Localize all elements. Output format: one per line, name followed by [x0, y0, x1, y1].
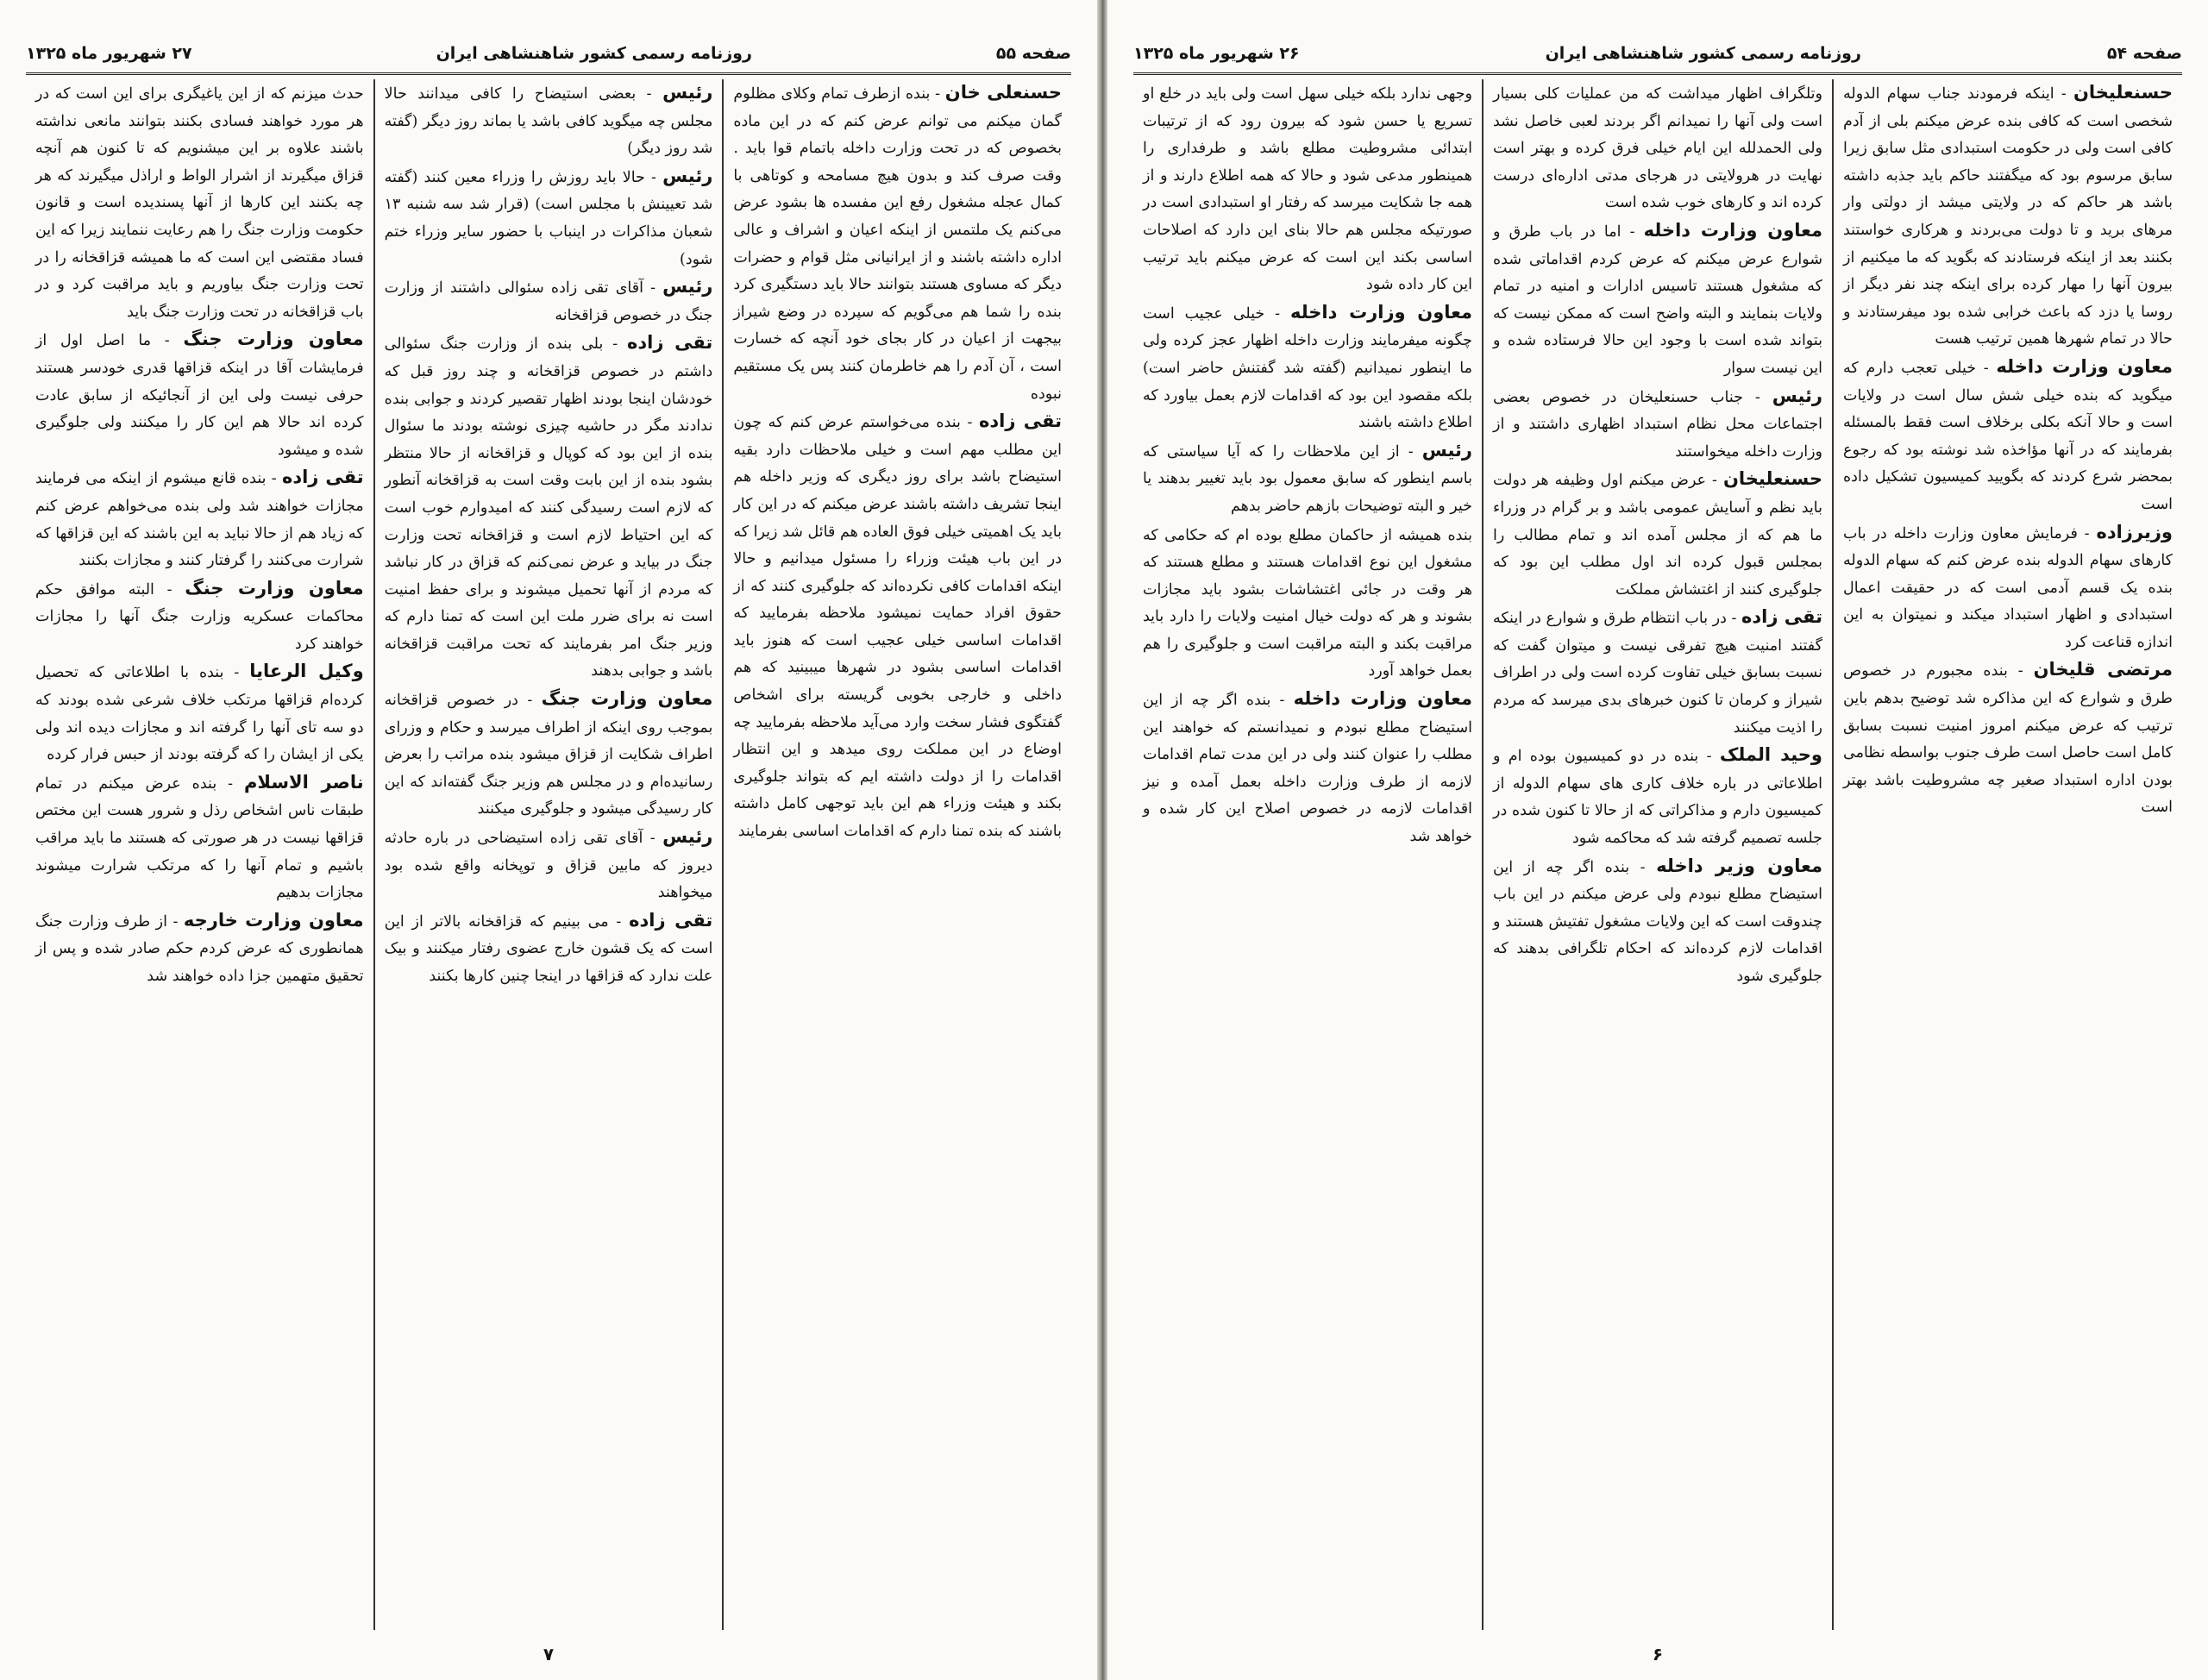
- speech-text: - از طرف وزارت جنگ همانطوری که عرض کردم حکم صادر شده و پس از تحقیق متهمین جزا داده خواهند شد: [34, 912, 364, 985]
- speech-text: - بنده قانع میشوم از اینکه می فرمایند مجازات خواهند شد ولی بنده می‌خواهم عرض کنم که زیاد هم از حالا نباید به این باشند که این قزاقها که شرارت می‌کنند را گرفتار کنند و مجازات بکنند: [34, 470, 364, 570]
- speech-text: - بنده اگر چه از این استیضاح مطلع نبودم ولی عرض میکنم در این باب چندوقت است که این ولایات مشغول تفتیش هستند و اقدامات لازم کرده‌اند که احکام تلگرافی بدهند که جلوگیری شود: [1493, 858, 1822, 985]
- speaker-name: حسنعلی خان: [944, 82, 1062, 103]
- speech-text: - ما اصل اول از فرمایشات آقا در اینکه قزاقها قدری خودسر هستند حرفی نیست ولی این از آنجائیکه از سابق عادت کرده اند حالا هم این کار را میکنند ولی جلوگیری شده و میشود: [34, 332, 364, 459]
- speaker-name: معاون وزارت جنگ: [183, 329, 364, 350]
- speaker-name: معاون وزیر داخله: [1656, 855, 1822, 876]
- speech-entry: [1143, 79, 1472, 299]
- speaker-name: رئیس: [1421, 439, 1472, 461]
- speech-entry: [35, 658, 364, 768]
- speech-entry: [1493, 79, 1822, 217]
- speech-text: - آقای تقی زاده سئوالی داشتند از وزارت جنگ در خصوص قزاقخانه: [384, 279, 713, 324]
- speech-text: - از این ملاحظات را که آیا سیاستی که باسم اینطور که سابق معمول بود باید تغییر بدهند یا خیر و البته توضیحات بازهم حاضر بدهم: [1143, 442, 1472, 515]
- speaker-name: وزیرزاده: [2096, 521, 2173, 542]
- newspaper-title: روزنامه رسمی کشور شاهنشاهی ایران: [1545, 44, 1861, 63]
- speech-entry: [1143, 437, 1472, 521]
- speech-entry: [385, 163, 713, 273]
- speaker-name: وحید الملک: [1719, 744, 1822, 766]
- speech-entry: [1493, 853, 1822, 991]
- speech-entry: [1493, 604, 1822, 742]
- speaker-name: حسنعلیخان: [1722, 468, 1822, 490]
- speech-text: - بلی بنده از وزارت جنگ سئوالی داشتم در خصوص قزاقخانه و چند روز قبل که خودشان اینجا بودند اظهار تقصیر کردند و جوابی بنده ندادند مگر در حاشیه چیزی نوشته بودند ما سئوال بنده از این بود که کوپال و قزاقخانه از حالا منتظر بشود بنده از این بابت وقت است به قزاقخانه آنطور که لازم است رسیدگی کنند که امیدوارم خوب است که این احتیاط لازم است و قزاقخانه تحت وزارت جنگ در بیاید و عرض نمی‌کنم که قزاق در کار نباشد که مردم از آنها تحمیل میشوند و برای حفظ امنیت است نه برای ضرر ملت این است که تمنا دارم که وزیر جنگ امر بفرمایند که تحت مراقبت قزاقخانه باشد و جوابی بدهند: [384, 335, 713, 680]
- speech-entry: [35, 907, 364, 991]
- speech-entry: [1143, 299, 1472, 437]
- speech-entry: [1493, 466, 1822, 604]
- newspaper-title: روزنامه رسمی کشور شاهنشاهی ایران: [436, 44, 752, 63]
- speech-entry: [35, 326, 364, 464]
- speaker-name: معاون وزارت داخله: [1643, 219, 1822, 241]
- speech-text: - اینکه فرمودند جناب سهام الدوله شخصی است که کافی بنده عرض میکنم بلی از آدم کافی است ولی در حکومت استبدادی مثل سابق زیرا سابق مرسوم بود که میگفتند حاکم باید جذبه داشته باشد هر حاکم که در ولایتی میشد از دولتی وار مرهای برید و تا دولت می‌بردند و هرکاری خواستند بکنند بعد از اینکه فرستادند که بگوید که ما میکنیم از بیرون آنها را مهار کرده برای اینکه چند نفر دیگر از روسا یا دزد که باعث خرابی شده بود میفرستادند و حالا در تمام شهرها همین ترتیب هست: [1843, 85, 2173, 348]
- speech-text: - بنده ازطرف تمام وکلای مظلوم گمان میکنم می توانم عرض کنم که در این ماده بخصوص که در تحت وزارت داخله باتمام قوا باید . وقت صرف کند و بدون هیچ مسامحه و کوتاهی با کمال عجله مشغول رفع این مفسده ها بشود عرض می‌کنم یک ملتمس از اینکه اعیان و اشراف و عالی اداره داشته باشند و از ایرانیانی مثل قوام و حضرات دیگر که مساوی هستند بتوانند حالا باید دستگیری کرد بنده را شما هم می‌گویم که سپرده در وضع شیراز بیجهت از اعیان در کار بجای خود آنچه که خسارت است ، آن آدم را هم خاطرمان کنند پس یک مستقیم نبوده: [733, 85, 1062, 403]
- speech-entry: [35, 79, 364, 326]
- speaker-name: مرتضی قلیخان: [2033, 659, 2173, 680]
- speaker-name: رئیس: [662, 826, 713, 848]
- speech-text: حدث میزنم که از این یاغیگری برای این است که در هر مورد خواهند فسادی بکنند بتوانند مانعی نداشته باشند علاوه بر این میشنویم که تا کنون هم آنچه قزاق میگیرند از اشرار الواط و اراذل میگیرند که هر چه بکنند این کارها از آنها پسندیده است و قانون حکومت وزارت جنگ را هم رعایت ننمایند زیرا که این فساد مقتضی این است که ما همیشه قزاقخانه را در تحت وزارت جنگ بیاوریم و باید مراقبت کرد و در باب قزاقخانه در تحت وزارت جنگ باید: [34, 85, 364, 321]
- speech-entry: [385, 907, 713, 991]
- speech-entry: [385, 686, 713, 824]
- speaker-name: معاون وزارت داخله: [1293, 688, 1472, 710]
- speech-text: - در باب انتظام طرق و شوارع در اینکه گفتند امنیت هیچ تفرقی نیست و میتوان گفت که نسبت بسابق خیلی تفاوت کرده است ولی در اطراف شیراز و کرمان تا کنون خبرهای بدی میرسد که مردم را اذیت میکنند: [1493, 610, 1822, 737]
- speaker-name: ناصر الاسلام: [244, 771, 364, 793]
- text-column: [1484, 79, 1832, 1630]
- speech-entry: [1493, 217, 1822, 383]
- speaker-name: رئیس: [662, 82, 713, 103]
- speech-entry: [35, 464, 364, 574]
- page-left: [0, 0, 1097, 1680]
- speech-entry: [385, 329, 713, 686]
- speech-entry: [385, 824, 713, 907]
- speaker-name: تقی زاده: [1741, 606, 1822, 628]
- speech-text: - بنده می‌خواستم عرض کنم که چون این مطلب مهم است و خیلی ملاحظات دارد بقیه استیضاح باشد برای روز دیگری که وزیر داخله هم اینجا تشریف داشته باشند عرض میکنم که در این کار باید یک اهمیتی خیلی فوق العاده هم قائل شد زیرا که در این باب هیئت وزراء را مسئول میدانیم و حالا اینکه اقدامات کافی نکرده‌اند که جلوگیری کنند که از حقوق افراد حمایت نمیشود ملاحظه بفرمایید که اقدامات اساسی خیلی عجیب است که هنوز باید اقدامات اساسی بشود در شهرها میبینید که هم داخلی و خارجی بخوبی گریسته برای اشخاص گفتگوی فشار سخت وارد می‌آید ملاحظه بفرمایید چه اوضاع در این مملکت روی میدهد و این انتظار اقدامات را از دولت داشته ایم که بتواند جلوگیری بکند و هیئت وزراء هم این باید توجهی کامل داشته باشند که بنده تمنا دارم که اقدامات اساسی بفرمایند: [733, 414, 1062, 841]
- speaker-name: تقی زاده: [281, 467, 364, 488]
- speech-entry: [1143, 521, 1472, 686]
- speech-text: - بنده در دو کمیسیون بوده ام و اطلاعاتی در باره خلاف کاری های سهام الدوله از کمیسیون دارم و مذاکراتی که از حالا تا کنون شده در جلسه تصمیم گرفته شد که محاکمه شود: [1493, 748, 1822, 848]
- text-column: [724, 79, 1071, 1630]
- page-number-label: صفحه ۵۴: [2106, 44, 2182, 63]
- issue-date: ۲۶ شهریور ماه ۱۳۲۵: [1133, 44, 1300, 63]
- text-column: [1133, 79, 1482, 1630]
- speech-entry: [1843, 656, 2173, 822]
- speech-entry: [1143, 686, 1472, 851]
- speech-entry: [35, 575, 364, 659]
- column-group: [26, 79, 1071, 1630]
- speech-text: وتلگراف اظهار میداشت که من عملیات کلی بسیار است ولی آنها را نمیدانم اگر بردند لعبی خاصل نشد ولی الحمدلله این ایام خیلی فرق کرده و بهتر است نهایت در هرولایتی در هرجای مدتی اداره‌ای درست کرده اند و کارهای خوب شده است: [1493, 85, 1822, 212]
- speech-text: - بنده اگر چه از این استیضاح مطلع نبودم و نمیدانستم که خواهند این مطلب را عنوان کنند ولی در این مدت تمام اقدامات لازمه از طرف وزارت داخله بعمل آمده و نیز اقدامات لازمه در خصوص اصلاح این کار شده و خواهد شد: [1143, 692, 1472, 846]
- speech-entry: [1493, 742, 1822, 852]
- speech-text: بنده همیشه از حاکمان مطلع بوده ام که حکامی که مشغول این نوع اقدامات هستند و مطلع هستند که هر وقت در جائی اغتشاشات بشود باید مجازات بشوند و هر که دولت خیال امنیت ولایات را دارد باید مراقبت بکند و البته مراقبت است و جلوگیری را هم بعمل خواهد آورد: [1143, 526, 1472, 680]
- speech-entry: [1843, 519, 2173, 657]
- page-header: [1133, 34, 2182, 75]
- speaker-name: رئیس: [1772, 385, 1822, 406]
- speech-text: - فرمایش معاون وزارت داخله در باب کارهای سهام الدوله بنده عرض کنم که سهام الدوله بنده یک قسم آدمی است که در حقیقت اعمال استبدادی و اظهار استبداد میکند و نمیتوان به این اندازه قناعت کرد: [1843, 524, 2173, 651]
- speech-entry: [385, 79, 713, 163]
- speech-text: - خیلی تعجب دارم که میگوید که بنده خیلی شش سال است در ولایات است و حالا آنکه بکلی برخلاف است فقط بالمسئله بفرمایند که در آنها مؤاخذه شد نوشته بود که رجوع بمحضر شرع کردند که بگویید کمیسیون تشکیل داده است: [1843, 359, 2173, 513]
- speech-entry: [35, 769, 364, 907]
- speech-text: - بنده با اطلاعاتی که تحصیل کرده‌ام قزاقها مرتکب خلاف شرعی شده بودند که دو سه تای آنها را گرفته اند و مجازات دیده اند ولی یکی از ایشان را که گرفته بودند از حبس فرار کرده: [34, 664, 364, 764]
- text-column: [1834, 79, 2182, 1630]
- page-header: [26, 34, 1071, 75]
- text-column: [26, 79, 373, 1630]
- speaker-name: معاون وزارت داخله: [1289, 301, 1472, 323]
- speaker-name: وکیل الرعایا: [249, 661, 364, 682]
- speech-entry: [385, 273, 713, 329]
- speaker-name: حسنعلیخان: [2073, 82, 2173, 103]
- speech-text: - بعضی استیضاح را کافی میدانند حالا مجلس چه میگوید کافی باشد یا بماند روز دیگر (گفته شد روز دیگر): [384, 85, 713, 158]
- speaker-name: رئیس: [662, 276, 713, 298]
- speaker-name: تقی زاده: [626, 332, 713, 354]
- speech-text: - بنده عرض میکنم در تمام طبقات ناس اشخاص رذل و شرور هست این مختص قزاقها نیست در هر صورتی که هستند ما باید مراقب باشیم و تمام آنها را که مرتکب شرارت میشوند مجازات بدهیم: [34, 774, 364, 902]
- speech-entry: [1843, 354, 2173, 519]
- speech-text: - بنده مجبورم در خصوص طرق و شوارع که این مذاکره شد توضیح بدهم باین ترتیب که عرض میکنم امروز امنیت نسبت بسابق کامل است حاصل است طرف جنوب بواسطه نظامی بودن اداره استبداد صغیر چه مشروطیت باشد بهتر است: [1843, 662, 2173, 817]
- book-gutter: [1097, 0, 1107, 1680]
- speech-text: - آقای تقی زاده استیضاحی در باره حادثه دیروز که مابین قزاق و توپخانه واقع شده بود میخواهند: [384, 830, 713, 902]
- speech-text: - در خصوص قزاقخانه بموجب روی اینکه از اطراف میرسد و حکام و وزرای اطراف شکایت از قزاق میشود بنده مراتب را بعرض رسانیده‌ام و در مجلس هم وزیر جنگ گفته‌اند که این کار رسیدگی میشود و جلوگیری میکنند: [384, 692, 713, 818]
- speaker-name: معاون وزارت داخله: [1996, 355, 2173, 377]
- speech-text: - می بینیم که قزاقخانه بالاتر از این است که یک قشون خارج عضوی رفتار میکنند و بیک علت ندارد که قزاقها در اینجا چنین کارها بکنند: [384, 912, 713, 985]
- speech-entry: [1493, 383, 1822, 467]
- page-right: [1107, 0, 2208, 1680]
- speaker-name: تقی زاده: [629, 909, 713, 931]
- speaker-name: تقی زاده: [978, 411, 1062, 432]
- speech-text: - اما در باب طرق و شوارع عرض میکنم که عرض کردم اقداماتی شده که مشغول هستند تاسیس ادارات و امنیه در تمام ولایات بنمایند و البته واضح است که ممکن نیست که بتواند شده است با وجود این حالا فرستاده شده و این نیست سوار: [1493, 223, 1822, 377]
- speech-text: - حالا باید روزش را وزراء معین کنند (گفته شد تعیینش با مجلس است) (قرار شد سه شنبه ۱۳ شعبان مذاکرات در اینباب با حضور سایر وزراء ختم شود): [384, 168, 713, 268]
- column-group: [1133, 79, 2182, 1630]
- issue-date: ۲۷ شهریور ماه ۱۳۲۵: [26, 44, 192, 63]
- speech-entry: [733, 408, 1062, 846]
- speech-entry: [1843, 79, 2173, 354]
- speaker-name: معاون وزارت جنگ: [541, 688, 713, 710]
- page-folio-number: ۷: [543, 1644, 555, 1664]
- page-folio-number: ۶: [1652, 1644, 1664, 1664]
- text-column: [375, 79, 723, 1630]
- speaker-name: رئیس: [662, 165, 713, 186]
- speaker-name: معاون وزارت جنگ: [185, 577, 364, 599]
- speech-text: - البته موافق حکم محاکمات عسکریه وزارت جنگ آنها را مجازات خواهند کرد: [34, 580, 364, 653]
- speaker-name: معاون وزارت خارجه: [183, 909, 364, 931]
- speech-entry: [733, 79, 1062, 408]
- speech-text: - خیلی عجیب است چگونه میفرمایند وزارت داخله اظهار عجز کرده ولی ما اینطور نمیدانیم (گفته شد گفتنش حاضر است) بلکه مقصود این بود که اقدامات لازم بعمل بیاورد که اطلاع داشته باشند: [1143, 304, 1472, 432]
- page-number-label: صفحه ۵۵: [995, 44, 1071, 63]
- speech-text: وجهی ندارد بلکه خیلی سهل است ولی باید در خلع او تسریع یا حسن شود که بیرون رود که از ترتیبات ابتدائی مشروطیت مطلع باشد و طرفداری را همینطور مدعی شود و حالا که همه اطلاع دارند و از همه جا شکایت میرسد که رفتار او استبدادی است در صورتیکه مجلس هم حالا بنای این دارد که اصلاحات اساسی بکند این است که عرض میکنم باید ترتیب این کار داده شود: [1143, 85, 1472, 294]
- speech-text: - جناب حسنعلیخان در خصوص بعضی اجتماعات محل نظام استبداد اظهاری داشتند و از وزارت داخله میخواستند: [1493, 388, 1822, 461]
- speech-text: - عرض میکنم اول وظیفه هر دولت باید نظم و آسایش عمومی باشد و بر گرام در وزراء ما هم که از مجلس آمده اند و تمام مطالب را بمجلس قبول کرده اند اول مطلب این بود که جلوگیری کنند از اغتشاش مملکت: [1493, 472, 1822, 599]
